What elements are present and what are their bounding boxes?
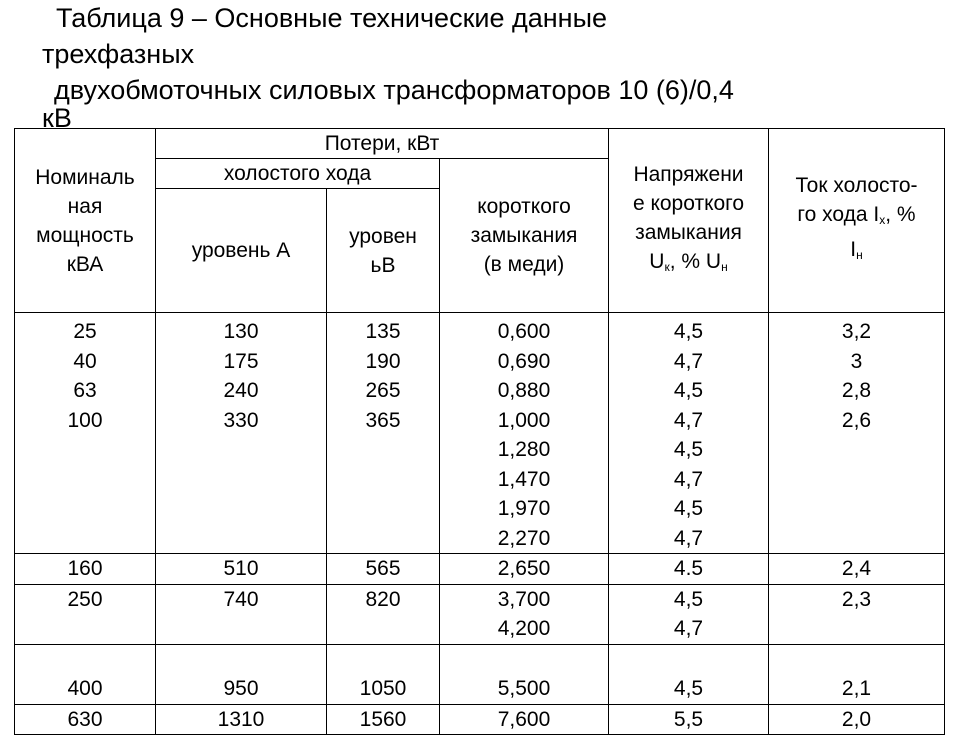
table-row bbox=[15, 584, 945, 644]
title-line-1: Таблица 9 – Основные технические данные bbox=[56, 3, 607, 33]
table-row bbox=[15, 704, 945, 735]
cell-short-circuit: 2,650 bbox=[440, 554, 609, 585]
title-line-4: кВ bbox=[42, 103, 72, 133]
cell-level-b: 1050 bbox=[327, 644, 440, 704]
cell-level-a: 130 175 240 330 bbox=[156, 313, 327, 554]
header-no-load: холостого хода bbox=[156, 159, 440, 189]
cell-current: 2,1 bbox=[769, 644, 945, 704]
table-row bbox=[15, 554, 945, 585]
cell-power: 25 40 63 100 bbox=[15, 313, 156, 554]
cell-current: 2,0 bbox=[769, 704, 945, 735]
cell-level-b: 565 bbox=[327, 554, 440, 585]
cell-current: 2,4 bbox=[769, 554, 945, 585]
cell-voltage: 5,5 bbox=[609, 704, 769, 735]
header-no-load-current: Ток холосто- го хода $I_х$, % $I_н$ bbox=[769, 129, 945, 313]
cell-short-circuit: 0,600 0,690 0,880 1,000 1,280 1,470 1,970 2,270 bbox=[440, 313, 609, 554]
header-rated-power: Номиналь ная мощность кВА bbox=[15, 129, 156, 313]
cell-current: 2,3 bbox=[769, 584, 945, 644]
cell-short-circuit: 5,500 bbox=[440, 644, 609, 704]
cell-voltage: 4,5 bbox=[609, 644, 769, 704]
cell-voltage: 4,5 4,7 4,5 4,7 4,5 4,7 4,5 4,7 bbox=[609, 313, 769, 554]
title-line-3: двухобмоточных силовых трансформаторов 10 (6)/0,4 bbox=[54, 75, 734, 105]
header-short-circuit-voltage: Напряжени е короткого замыкания $U_к$, % $U_н$ bbox=[609, 129, 769, 313]
table-row bbox=[15, 313, 945, 554]
cell-level-a: 950 bbox=[156, 644, 327, 704]
cell-current: 3,2 3 2,8 2,6 bbox=[769, 313, 945, 554]
header-level-b: уровен ьВ bbox=[327, 189, 440, 313]
header-level-a: уровень А bbox=[156, 189, 327, 313]
cell-power: 160 bbox=[15, 554, 156, 585]
cell-level-a: 740 bbox=[156, 584, 327, 644]
cell-level-b: 820 bbox=[327, 584, 440, 644]
cell-short-circuit: 7,600 bbox=[440, 704, 609, 735]
cell-voltage: 4,5 4,7 bbox=[609, 584, 769, 644]
title-line-2: трехфазных bbox=[42, 39, 195, 69]
cell-level-b: 1560 bbox=[327, 704, 440, 735]
cell-power: 400 bbox=[15, 644, 156, 704]
transformer-data-table bbox=[14, 128, 945, 735]
cell-power: 630 bbox=[15, 704, 156, 735]
cell-short-circuit: 3,700 4,200 bbox=[440, 584, 609, 644]
cell-level-b: 135 190 265 365 bbox=[327, 313, 440, 554]
header-losses: Потери, кВт bbox=[156, 129, 609, 159]
table-row bbox=[15, 644, 945, 704]
header-short-circuit-losses: короткого замыкания (в меди) bbox=[440, 159, 609, 313]
cell-power: 250 bbox=[15, 584, 156, 644]
cell-level-a: 510 bbox=[156, 554, 327, 585]
cell-level-a: 1310 bbox=[156, 704, 327, 735]
cell-voltage: 4.5 bbox=[609, 554, 769, 585]
table-title bbox=[42, 0, 922, 136]
